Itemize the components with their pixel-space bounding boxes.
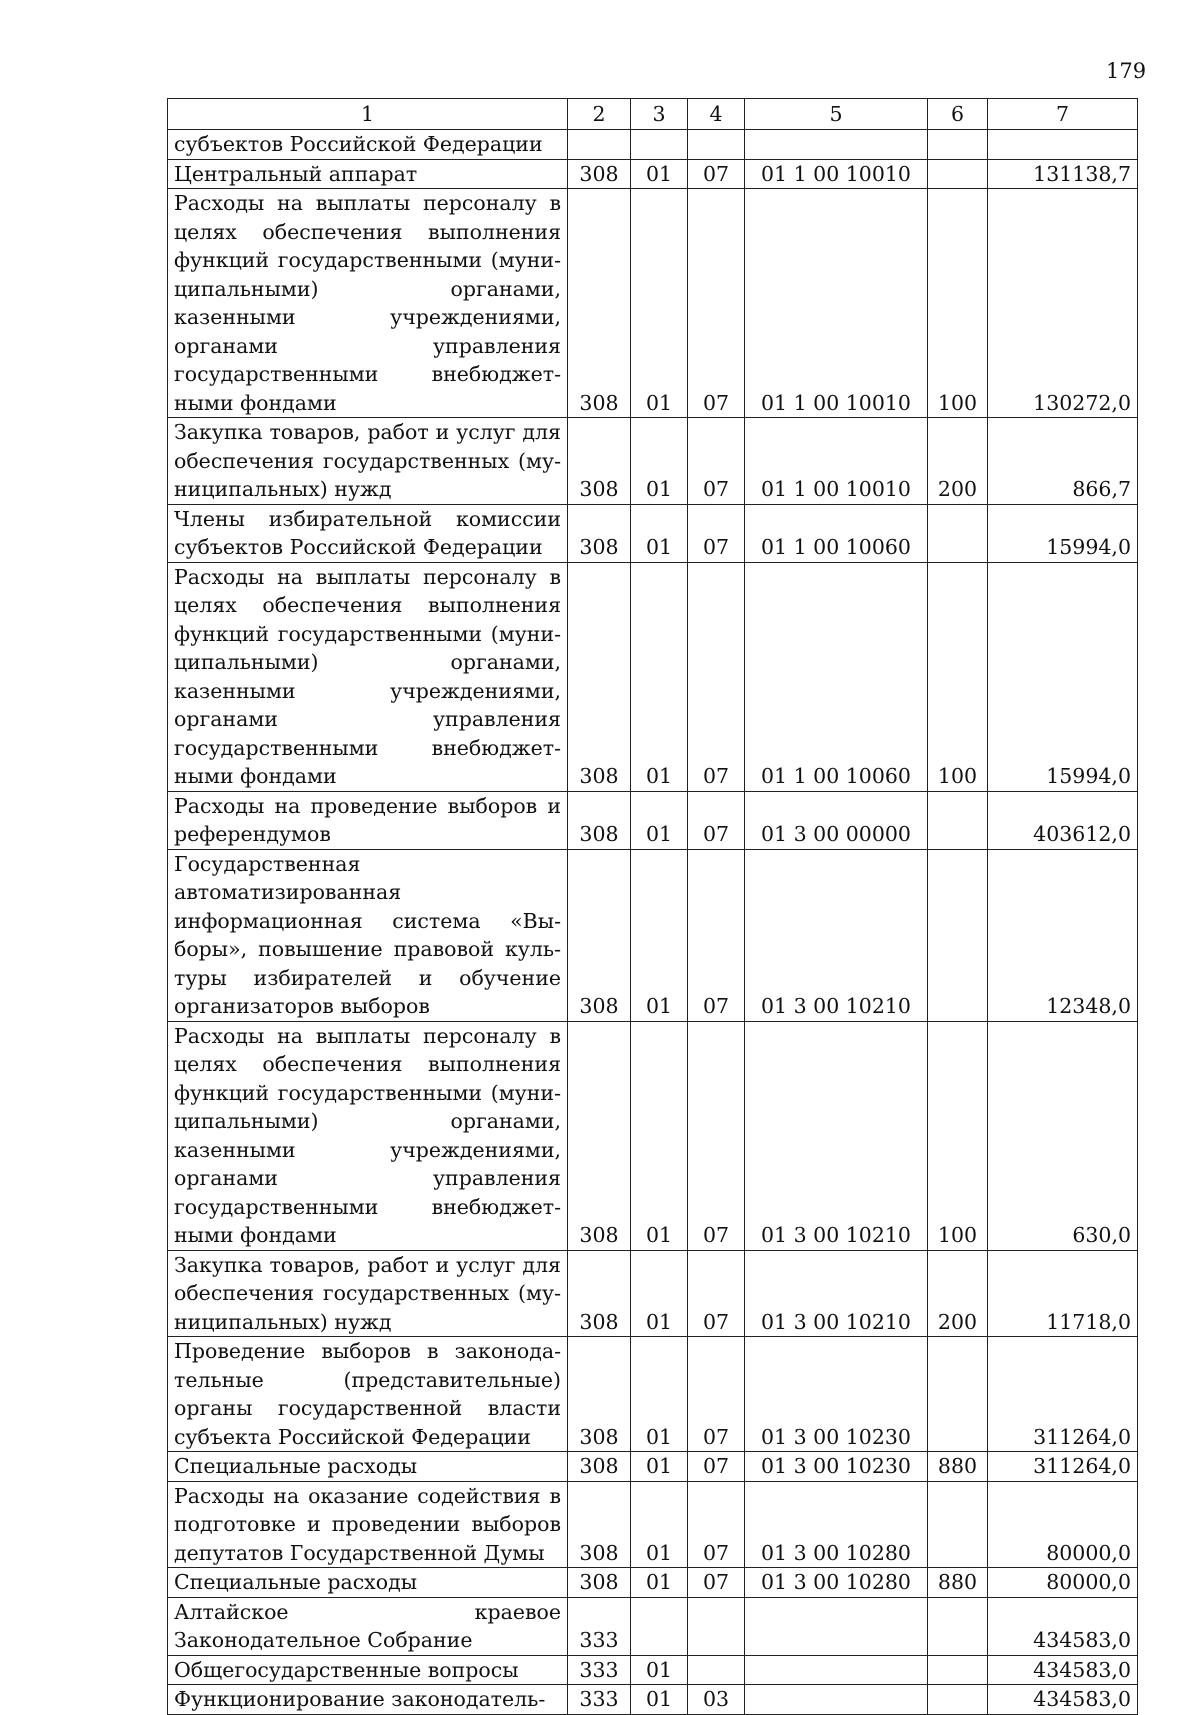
ministry-code-cell: 308 xyxy=(568,562,631,791)
ministry-code-cell: 333 xyxy=(568,1655,631,1685)
item-name-cell: Расходы на оказание содействия в подготовке и проведении выборов депутатов Государственной Думы xyxy=(168,1481,568,1568)
amount-cell: 80000,0 xyxy=(988,1481,1138,1568)
subsection-code-cell xyxy=(688,1597,745,1655)
target-article-cell: 01 1 00 10010 xyxy=(745,159,928,189)
target-article-cell: 01 1 00 10010 xyxy=(745,189,928,418)
subsection-code-cell: 07 xyxy=(688,418,745,505)
item-name-cell: Государственная автоматизированная информационная система «Выборы», повышение правовой культуры избирателей и обучение организаторов выборов xyxy=(168,849,568,1021)
ministry-code-cell: 333 xyxy=(568,1685,631,1715)
target-article-cell: 01 1 00 10060 xyxy=(745,562,928,791)
section-code-cell: 01 xyxy=(631,1337,688,1452)
section-code-cell: 01 xyxy=(631,1021,688,1250)
amount-cell: 130272,0 xyxy=(988,189,1138,418)
column-header-3: 3 xyxy=(631,99,688,130)
amount-cell: 403612,0 xyxy=(988,791,1138,849)
header-row xyxy=(168,99,1138,130)
ministry-code-cell xyxy=(568,130,631,160)
subsection-code-cell: 07 xyxy=(688,791,745,849)
item-name-cell: Расходы на проведение выборов и референдумов xyxy=(168,791,568,849)
item-name-cell: Общегосударственные вопросы xyxy=(168,1655,568,1685)
item-name-cell: субъектов Российской Федерации xyxy=(168,130,568,160)
table-row xyxy=(168,1337,1138,1452)
expense-type-cell xyxy=(928,1655,988,1685)
subsection-code-cell: 07 xyxy=(688,504,745,562)
section-code-cell: 01 xyxy=(631,791,688,849)
item-name-cell: Специальные расходы xyxy=(168,1452,568,1482)
column-header-6: 6 xyxy=(928,99,988,130)
subsection-code-cell: 07 xyxy=(688,849,745,1021)
target-article-cell: 01 3 00 00000 xyxy=(745,791,928,849)
target-article-cell: 01 3 00 10280 xyxy=(745,1481,928,1568)
target-article-cell: 01 3 00 10230 xyxy=(745,1337,928,1452)
page-number: 179 xyxy=(1106,59,1147,83)
expense-type-cell: 100 xyxy=(928,189,988,418)
target-article-cell: 01 1 00 10060 xyxy=(745,504,928,562)
section-code-cell: 01 xyxy=(631,504,688,562)
item-name-cell: Алтайское краевое Законодательное Собрание xyxy=(168,1597,568,1655)
ministry-code-cell: 308 xyxy=(568,1481,631,1568)
item-name-cell: Проведение выборов в законодательные (представительные) органы государственной власти субъекта Российской Федерации xyxy=(168,1337,568,1452)
item-name-cell: Закупка товаров, работ и услуг для обеспечения государственных (муниципальных) нужд xyxy=(168,1250,568,1337)
column-header-4: 4 xyxy=(688,99,745,130)
item-name-cell: Расходы на выплаты персоналу в целях обеспечения выполнения функций государственными (муниципальными) органами, казенными учреждениями, органами управления государственными внебюджетными фондами xyxy=(168,189,568,418)
table-row xyxy=(168,791,1138,849)
table-body xyxy=(168,130,1138,1715)
subsection-code-cell xyxy=(688,130,745,160)
target-article-cell xyxy=(745,130,928,160)
ministry-code-cell: 308 xyxy=(568,1250,631,1337)
amount-cell: 80000,0 xyxy=(988,1568,1138,1598)
ministry-code-cell: 308 xyxy=(568,1452,631,1482)
target-article-cell xyxy=(745,1597,928,1655)
subsection-code-cell: 03 xyxy=(688,1685,745,1715)
section-code-cell: 01 xyxy=(631,159,688,189)
target-article-cell: 01 3 00 10210 xyxy=(745,1250,928,1337)
item-name-cell: Расходы на выплаты персоналу в целях обеспечения выполнения функций государственными (муниципальными) органами, казенными учреждениями, органами управления государственными внебюджетными фондами xyxy=(168,562,568,791)
table-row xyxy=(168,562,1138,791)
section-code-cell xyxy=(631,130,688,160)
ministry-code-cell: 308 xyxy=(568,791,631,849)
amount-cell: 15994,0 xyxy=(988,562,1138,791)
amount-cell: 311264,0 xyxy=(988,1337,1138,1452)
expense-type-cell: 200 xyxy=(928,1250,988,1337)
ministry-code-cell: 308 xyxy=(568,418,631,505)
subsection-code-cell: 07 xyxy=(688,1337,745,1452)
table-row xyxy=(168,130,1138,160)
ministry-code-cell: 308 xyxy=(568,159,631,189)
table-row xyxy=(168,1568,1138,1598)
column-header-2: 2 xyxy=(568,99,631,130)
expense-type-cell xyxy=(928,159,988,189)
section-code-cell: 01 xyxy=(631,418,688,505)
amount-cell: 11718,0 xyxy=(988,1250,1138,1337)
table-row xyxy=(168,849,1138,1021)
section-code-cell: 01 xyxy=(631,1481,688,1568)
section-code-cell: 01 xyxy=(631,1250,688,1337)
amount-cell: 434583,0 xyxy=(988,1597,1138,1655)
subsection-code-cell: 07 xyxy=(688,1250,745,1337)
target-article-cell: 01 3 00 10210 xyxy=(745,1021,928,1250)
expense-type-cell xyxy=(928,791,988,849)
table-row xyxy=(168,159,1138,189)
expense-type-cell xyxy=(928,130,988,160)
expense-type-cell: 880 xyxy=(928,1568,988,1598)
subsection-code-cell: 07 xyxy=(688,1481,745,1568)
section-code-cell: 01 xyxy=(631,1685,688,1715)
budget-table xyxy=(167,98,1138,1715)
table-row xyxy=(168,504,1138,562)
expense-type-cell xyxy=(928,1685,988,1715)
target-article-cell: 01 3 00 10230 xyxy=(745,1452,928,1482)
amount-cell xyxy=(988,130,1138,160)
item-name-cell: Центральный аппарат xyxy=(168,159,568,189)
target-article-cell: 01 3 00 10280 xyxy=(745,1568,928,1598)
table-row xyxy=(168,1597,1138,1655)
table-header xyxy=(168,99,1138,130)
ministry-code-cell: 308 xyxy=(568,504,631,562)
section-code-cell: 01 xyxy=(631,189,688,418)
subsection-code-cell: 07 xyxy=(688,159,745,189)
section-code-cell: 01 xyxy=(631,1655,688,1685)
target-article-cell xyxy=(745,1685,928,1715)
section-code-cell: 01 xyxy=(631,1568,688,1598)
subsection-code-cell xyxy=(688,1655,745,1685)
amount-cell: 434583,0 xyxy=(988,1685,1138,1715)
target-article-cell xyxy=(745,1655,928,1685)
amount-cell: 12348,0 xyxy=(988,849,1138,1021)
subsection-code-cell: 07 xyxy=(688,1452,745,1482)
item-name-cell: Закупка товаров, работ и услуг для обеспечения государственных (муниципальных) нужд xyxy=(168,418,568,505)
table-row xyxy=(168,418,1138,505)
target-article-cell: 01 1 00 10010 xyxy=(745,418,928,505)
item-name-cell: Расходы на выплаты персоналу в целях обеспечения выполнения функций государственными (муниципальными) органами, казенными учреждениями, органами управления государственными внебюджетными фондами xyxy=(168,1021,568,1250)
ministry-code-cell: 308 xyxy=(568,1021,631,1250)
expense-type-cell xyxy=(928,1481,988,1568)
amount-cell: 866,7 xyxy=(988,418,1138,505)
section-code-cell xyxy=(631,1597,688,1655)
ministry-code-cell: 308 xyxy=(568,849,631,1021)
expense-type-cell xyxy=(928,1597,988,1655)
expense-type-cell: 100 xyxy=(928,1021,988,1250)
expense-type-cell xyxy=(928,849,988,1021)
subsection-code-cell: 07 xyxy=(688,1568,745,1598)
amount-cell: 311264,0 xyxy=(988,1452,1138,1482)
ministry-code-cell: 308 xyxy=(568,1337,631,1452)
section-code-cell: 01 xyxy=(631,849,688,1021)
section-code-cell: 01 xyxy=(631,562,688,791)
table-row xyxy=(168,1250,1138,1337)
table-row xyxy=(168,1655,1138,1685)
expense-type-cell xyxy=(928,1337,988,1452)
subsection-code-cell: 07 xyxy=(688,1021,745,1250)
item-name-cell: Специальные расходы xyxy=(168,1568,568,1598)
expense-type-cell xyxy=(928,504,988,562)
table-row xyxy=(168,1481,1138,1568)
table-row xyxy=(168,1021,1138,1250)
ministry-code-cell: 333 xyxy=(568,1597,631,1655)
amount-cell: 630,0 xyxy=(988,1021,1138,1250)
ministry-code-cell: 308 xyxy=(568,1568,631,1598)
item-name-cell: Члены избирательной комиссии субъектов Российской Федерации xyxy=(168,504,568,562)
amount-cell: 434583,0 xyxy=(988,1655,1138,1685)
expense-type-cell: 880 xyxy=(928,1452,988,1482)
subsection-code-cell: 07 xyxy=(688,562,745,791)
table-row xyxy=(168,189,1138,418)
amount-cell: 15994,0 xyxy=(988,504,1138,562)
expense-type-cell: 200 xyxy=(928,418,988,505)
column-header-1: 1 xyxy=(168,99,568,130)
ministry-code-cell: 308 xyxy=(568,189,631,418)
target-article-cell: 01 3 00 10210 xyxy=(745,849,928,1021)
table-row xyxy=(168,1685,1138,1715)
amount-cell: 131138,7 xyxy=(988,159,1138,189)
section-code-cell: 01 xyxy=(631,1452,688,1482)
item-name-cell: Функционирование законодатель- xyxy=(168,1685,568,1715)
expense-type-cell: 100 xyxy=(928,562,988,791)
column-header-5: 5 xyxy=(745,99,928,130)
subsection-code-cell: 07 xyxy=(688,189,745,418)
column-header-7: 7 xyxy=(988,99,1138,130)
table-row xyxy=(168,1452,1138,1482)
